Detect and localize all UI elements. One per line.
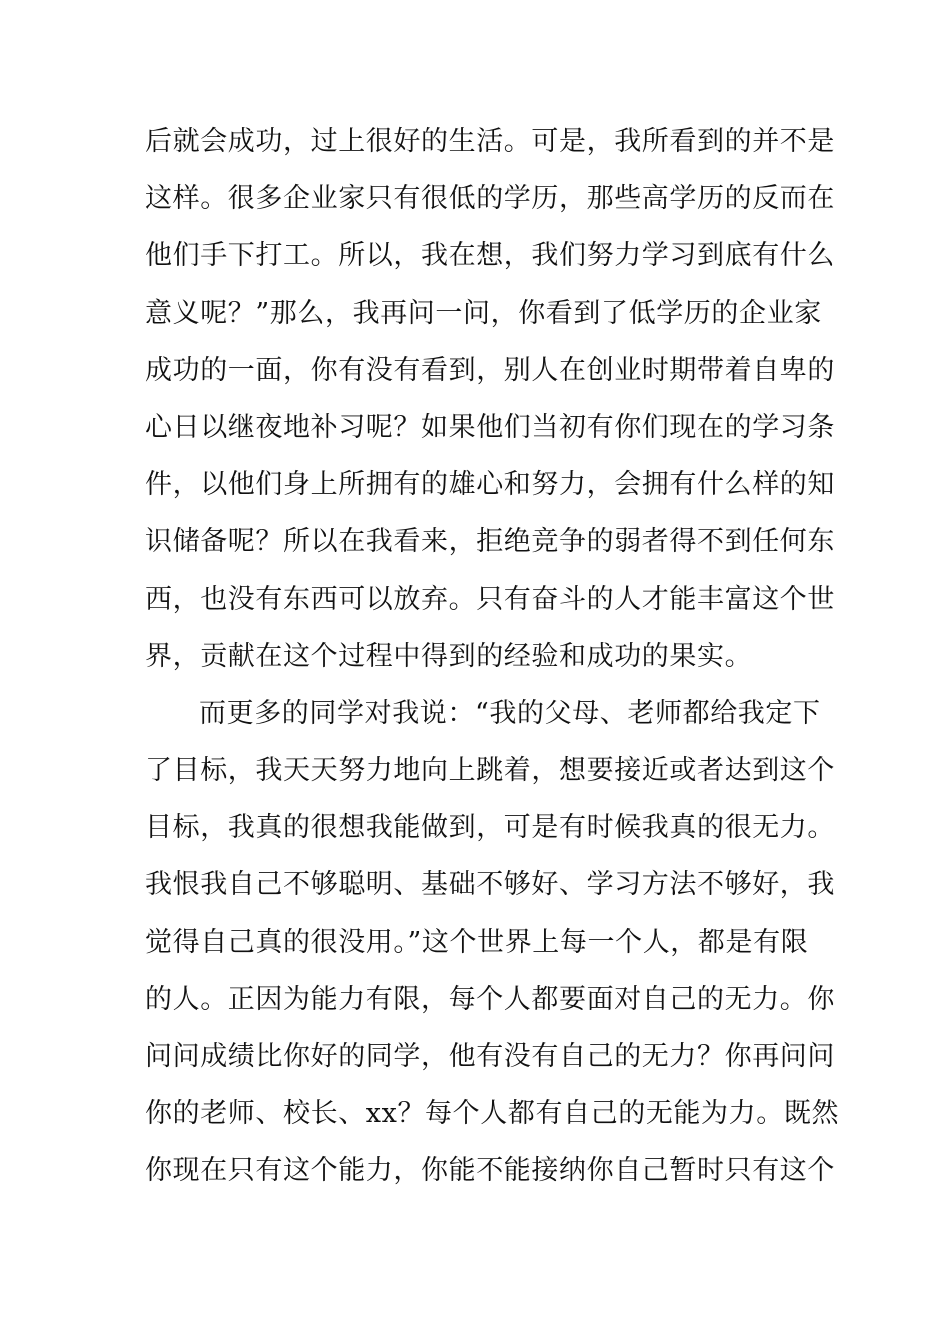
text-line: 成功的一面，你有没有看到，别人在创业时期带着自卑的 [145, 354, 835, 386]
text-line: 而更多的同学对我说：“我的父母、老师都给我定下 [199, 697, 821, 729]
text-line: 你的老师、校长、xx？每个人都有自己的无能为力。既然 [145, 1098, 840, 1130]
paragraph-1 [145, 113, 835, 685]
paragraph-2 [145, 685, 840, 1200]
text-line: 西，也没有东西可以放弃。只有奋斗的人才能丰富这个世 [145, 583, 835, 615]
document-body [145, 113, 840, 1200]
text-line: 后就会成功，过上很好的生活。可是，我所看到的并不是 [145, 126, 835, 157]
text-line: 了目标，我天天努力地向上跳着，想要接近或者达到这个 [145, 755, 835, 787]
text-line: 识储备呢？所以在我看来，拒绝竞争的弱者得不到任何东 [145, 526, 835, 558]
text-line: 他们手下打工。所以，我在想，我们努力学习到底有什么 [145, 240, 835, 272]
text-line: 你现在只有这个能力，你能不能接纳你自己暂时只有这个 [145, 1155, 835, 1187]
text-line: 件，以他们身上所拥有的雄心和努力，会拥有什么样的知 [145, 469, 835, 501]
text-line: 意义呢？”那么，我再问一问，你看到了低学历的企业家 [145, 297, 822, 329]
text-line: 的人。正因为能力有限，每个人都要面对自己的无力。你 [145, 983, 835, 1015]
text-line: 问问成绩比你好的同学，他有没有自己的无力？你再问问 [145, 1041, 835, 1072]
text-line: 这样。很多企业家只有很低的学历，那些高学历的反而在 [145, 183, 835, 215]
text-line: 我恨我自己不够聪明、基础不够好、学习方法不够好，我 [145, 869, 835, 901]
text-line: 目标，我真的很想我能做到，可是有时候我真的很无力。 [145, 812, 835, 844]
text-line: 界，贡献在这个过程中得到的经验和成功的果实。 [145, 640, 753, 672]
text-line: 觉得自己真的很没用。”这个世界上每一个人，都是有限 [145, 926, 809, 958]
text-line: 心日以继夜地补习呢？如果他们当初有你们现在的学习条 [145, 411, 835, 443]
